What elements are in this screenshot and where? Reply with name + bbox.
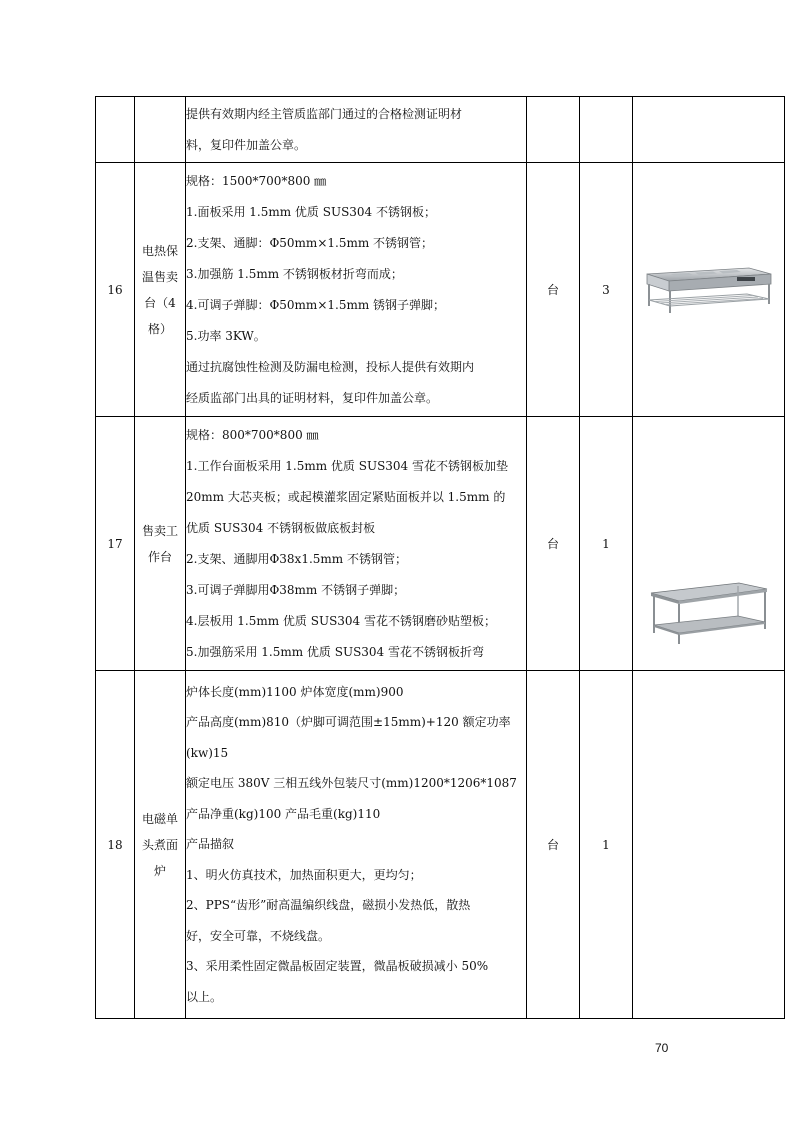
item-quantity [580,97,633,163]
desc-line: 提供有效期内经主管质监部门通过的合格检测证明材 [186,106,463,121]
item-name-line: 作台 [147,549,172,564]
table-row [96,97,785,163]
desc-line: 5.功率 3KW。 [186,328,266,343]
item-name-line: 炉 [153,863,166,878]
item-image-cell [633,671,785,1019]
desc-line: 以上。 [186,989,223,1004]
desc-line: 炉体长度(mm)1100 炉体宽度(mm)900 [186,684,404,699]
warming-counter-image [641,260,777,316]
desc-line: 额定电压 380V 三相五线外包装尺寸(mm)1200*1206*1087 [186,776,517,791]
desc-line: 规格：1500*700*800 ㎜ [186,173,327,188]
desc-line: (kw)15 [186,745,229,760]
item-unit: 台 [527,671,580,1019]
item-description [186,671,527,1019]
item-name-line: 头煮面 [141,837,178,852]
item-name [135,417,186,671]
row-number: 17 [96,417,135,671]
item-description [186,97,527,163]
equipment-spec-table [95,96,785,1019]
item-name-line: 电磁单 [141,811,178,826]
desc-line: 3、采用柔性固定微晶板固定装置，微晶板破损减小 50% [186,959,489,974]
desc-line: 料，复印件加盖公章。 [186,137,307,152]
item-name-line: 温售卖 [141,269,178,284]
item-unit: 台 [527,163,580,417]
item-quantity: 3 [580,163,633,417]
desc-line: 经质监部门出具的证明材料，复印件加盖公章。 [186,390,439,405]
item-description [186,163,527,417]
item-description [186,417,527,671]
desc-line: 产品描叙 [186,837,235,852]
item-quantity: 1 [580,417,633,671]
desc-line: 产品净重(kg)100 产品毛重(kg)110 [186,806,381,821]
item-name [135,97,186,163]
desc-line: 好，安全可靠，不烧线盘。 [186,928,331,943]
row-number: 16 [96,163,135,417]
item-name-line: 电热保 [141,243,178,258]
item-unit [527,97,580,163]
desc-line: 4.可调子弹脚：Φ50mm×1.5mm 锈钢子弹脚； [186,297,446,312]
item-name [135,671,186,1019]
desc-line: 5.加强筋采用 1.5mm 优质 SUS304 雪花不锈钢板折弯 [186,644,485,659]
desc-line: 2.支架、通脚用Φ38x1.5mm 不锈钢管； [186,551,407,566]
item-name-line: 格） [147,321,172,336]
page-number: 70 [655,1041,669,1055]
desc-line: 产品高度(mm)810（炉脚可调范围±15mm)+120 额定功率 [186,715,511,730]
desc-line: 通过抗腐蚀性检测及防漏电检测，投标人提供有效期内 [186,359,475,374]
item-image-cell [633,97,785,163]
desc-line: 1.工作台面板采用 1.5mm 优质 SUS304 雪花不锈钢板加垫 [186,458,509,473]
row-number [96,97,135,163]
item-image-cell [633,163,785,417]
desc-line: 2、PPS“齿形”耐高温编织线盘，磁损小发热低，散热 [186,898,471,913]
table-row [96,417,785,671]
desc-line: 4.层板用 1.5mm 优质 SUS304 雪花不锈钢磨砂贴塑板； [186,613,497,628]
desc-line: 2.支架、通脚：Φ50mm×1.5mm 不锈钢管； [186,235,434,250]
item-image-cell [633,417,785,671]
item-unit: 台 [527,417,580,671]
desc-line: 20mm 大芯夹板；或起模灌浆固定紧贴面板并以 1.5mm 的 [186,489,506,504]
item-name [135,163,186,417]
desc-line: 优质 SUS304 不锈钢板做底板封板 [186,520,376,535]
desc-line: 1.面板采用 1.5mm 优质 SUS304 不锈钢板； [186,204,437,219]
work-table-image [647,579,771,649]
desc-line: 1、明火仿真技术，加热面积更大，更均匀； [186,867,422,882]
table-row [96,163,785,417]
item-name-line: 台（4 [144,295,176,310]
desc-line: 规格：800*700*800 ㎜ [186,427,319,442]
item-quantity: 1 [580,671,633,1019]
desc-line: 3.加强筋 1.5mm 不锈钢板材折弯而成； [186,266,403,281]
row-number: 18 [96,671,135,1019]
desc-line: 3.可调子弹脚用Φ38mm 不锈钢子弹脚； [186,582,406,597]
table-row [96,671,785,1019]
item-name-line: 售卖工 [141,523,178,538]
